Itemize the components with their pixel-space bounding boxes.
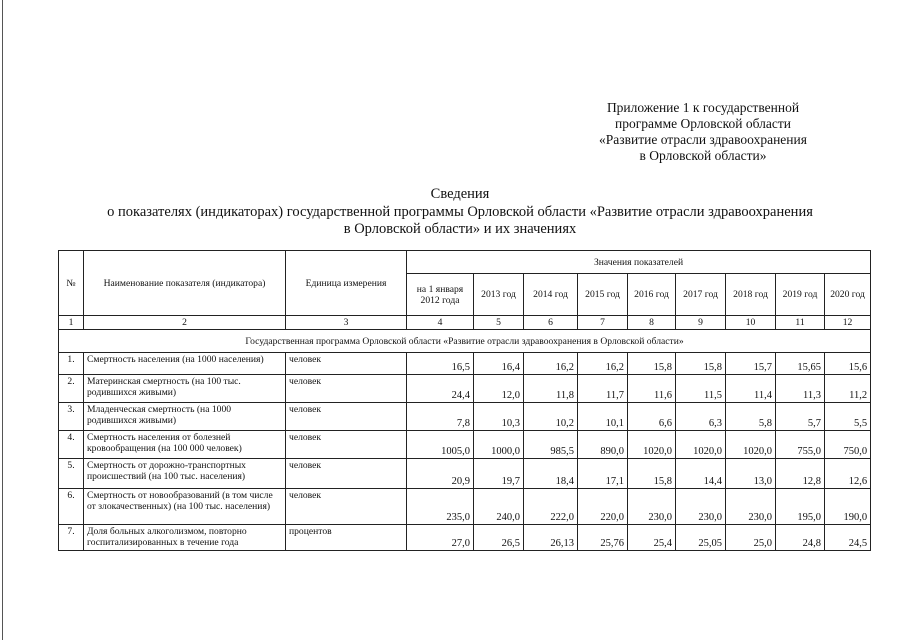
row-number: 7. xyxy=(59,525,84,551)
indicator-value: 750,0 xyxy=(825,431,871,459)
indicator-value: 230,0 xyxy=(676,489,726,525)
indicator-value: 11,5 xyxy=(676,375,726,403)
indicator-value: 10,1 xyxy=(578,403,628,431)
indicator-name: Материнская смертность (на 100 тыс. родившихся живыми) xyxy=(84,375,286,403)
column-number: 3 xyxy=(286,316,407,330)
document-subtitle: о показателях (индикаторах) государственной программы Орловской области «Развитие отрасли здравоохранения xyxy=(107,204,813,220)
indicator-value: 6,3 xyxy=(676,403,726,431)
row-number: 2. xyxy=(59,375,84,403)
indicator-value: 15,6 xyxy=(825,353,871,375)
table-row xyxy=(59,403,871,431)
appendix-line: в Орловской области» xyxy=(639,148,767,163)
indicator-value: 27,0 xyxy=(407,525,474,551)
indicator-name: Смертность населения (на 1000 населения) xyxy=(84,353,286,375)
program-title: Государственная программа Орловской области «Развитие отрасли здравоохранения в Орловской области» xyxy=(59,330,871,353)
header-year: 2016 год xyxy=(628,274,676,316)
indicator-value: 24,5 xyxy=(825,525,871,551)
column-number: 11 xyxy=(776,316,825,330)
column-number: 2 xyxy=(84,316,286,330)
document-title: Сведения xyxy=(430,186,490,202)
row-number: 6. xyxy=(59,489,84,525)
indicator-value: 12,6 xyxy=(825,459,871,489)
indicator-value: 26,5 xyxy=(474,525,524,551)
appendix-line: Приложение 1 к государственной xyxy=(606,100,800,115)
table-row xyxy=(59,353,871,375)
header-year: 2017 год xyxy=(676,274,726,316)
document-subtitle-cont: в Орловской области» и их значениях xyxy=(343,221,577,237)
column-number: 9 xyxy=(676,316,726,330)
indicator-value: 15,8 xyxy=(676,353,726,375)
column-number: 1 xyxy=(59,316,84,330)
indicator-value: 25,0 xyxy=(726,525,776,551)
indicator-value: 7,8 xyxy=(407,403,474,431)
appendix-note xyxy=(588,100,818,164)
page-edge-line xyxy=(2,0,3,640)
indicator-value: 5,8 xyxy=(726,403,776,431)
indicator-value: 230,0 xyxy=(628,489,676,525)
indicators-table xyxy=(58,250,871,551)
indicator-value: 235,0 xyxy=(407,489,474,525)
row-number: 3. xyxy=(59,403,84,431)
indicator-value: 15,65 xyxy=(776,353,825,375)
indicator-value: 19,7 xyxy=(474,459,524,489)
indicator-value: 222,0 xyxy=(524,489,578,525)
indicator-value: 24,8 xyxy=(776,525,825,551)
row-number: 1. xyxy=(59,353,84,375)
column-number: 8 xyxy=(628,316,676,330)
indicator-value: 17,1 xyxy=(578,459,628,489)
table-row xyxy=(59,375,871,403)
column-number: 7 xyxy=(578,316,628,330)
indicator-value: 13,0 xyxy=(726,459,776,489)
indicator-rows xyxy=(59,353,871,551)
table-row xyxy=(59,489,871,525)
indicator-value: 16,5 xyxy=(407,353,474,375)
indicator-value: 1020,0 xyxy=(676,431,726,459)
indicator-name: Доля больных алкоголизмом, повторно госпитализированных в течение года xyxy=(84,525,286,551)
indicator-value: 15,8 xyxy=(628,459,676,489)
indicator-value: 15,7 xyxy=(726,353,776,375)
row-number: 5. xyxy=(59,459,84,489)
appendix-line: «Развитие отрасли здравоохранения xyxy=(599,132,807,147)
column-number: 12 xyxy=(825,316,871,330)
header-year: 2020 год xyxy=(825,274,871,316)
indicator-value: 5,5 xyxy=(825,403,871,431)
indicator-unit: человек xyxy=(286,489,407,525)
indicator-value: 220,0 xyxy=(578,489,628,525)
header-number: № xyxy=(59,251,84,316)
header-year: на 1 января 2012 года xyxy=(407,274,474,316)
indicator-value: 14,4 xyxy=(676,459,726,489)
indicator-value: 25,76 xyxy=(578,525,628,551)
indicator-value: 890,0 xyxy=(578,431,628,459)
indicator-value: 10,2 xyxy=(524,403,578,431)
column-number: 4 xyxy=(407,316,474,330)
header-name: Наименование показателя (индикатора) xyxy=(84,251,286,316)
table-row xyxy=(59,431,871,459)
header-year: 2018 год xyxy=(726,274,776,316)
indicator-value: 16,2 xyxy=(524,353,578,375)
indicator-name: Смертность от новообразований (в том числе от злокачественных) (на 100 тыс. населения) xyxy=(84,489,286,525)
indicator-value: 1020,0 xyxy=(726,431,776,459)
header-year: 2015 год xyxy=(578,274,628,316)
indicator-value: 18,4 xyxy=(524,459,578,489)
indicator-value: 240,0 xyxy=(474,489,524,525)
table-row xyxy=(59,459,871,489)
indicator-value: 11,7 xyxy=(578,375,628,403)
indicator-value: 195,0 xyxy=(776,489,825,525)
indicator-unit: человек xyxy=(286,431,407,459)
indicator-unit: процентов xyxy=(286,525,407,551)
indicator-value: 12,0 xyxy=(474,375,524,403)
indicator-unit: человек xyxy=(286,403,407,431)
indicator-unit: человек xyxy=(286,353,407,375)
indicator-value: 24,4 xyxy=(407,375,474,403)
indicator-value: 25,05 xyxy=(676,525,726,551)
indicator-value: 190,0 xyxy=(825,489,871,525)
indicator-value: 1000,0 xyxy=(474,431,524,459)
appendix-line: программе Орловской области xyxy=(615,116,791,131)
header-year: 2019 год xyxy=(776,274,825,316)
indicator-value: 1020,0 xyxy=(628,431,676,459)
table-row xyxy=(59,525,871,551)
header-year: 2014 год xyxy=(524,274,578,316)
program-title-row xyxy=(59,330,871,353)
indicator-value: 6,6 xyxy=(628,403,676,431)
indicator-value: 755,0 xyxy=(776,431,825,459)
column-number: 10 xyxy=(726,316,776,330)
indicator-value: 11,3 xyxy=(776,375,825,403)
indicator-value: 15,8 xyxy=(628,353,676,375)
indicator-value: 985,5 xyxy=(524,431,578,459)
indicator-unit: человек xyxy=(286,375,407,403)
column-number: 6 xyxy=(524,316,578,330)
indicator-value: 11,4 xyxy=(726,375,776,403)
indicator-value: 25,4 xyxy=(628,525,676,551)
indicator-value: 16,2 xyxy=(578,353,628,375)
header-unit: Единица измерения xyxy=(286,251,407,316)
indicator-value: 16,4 xyxy=(474,353,524,375)
row-number: 4. xyxy=(59,431,84,459)
indicator-value: 11,6 xyxy=(628,375,676,403)
indicator-value: 11,8 xyxy=(524,375,578,403)
indicator-value: 12,8 xyxy=(776,459,825,489)
indicator-name: Смертность от дорожно-транспортных происшествий (на 100 тыс. населения) xyxy=(84,459,286,489)
indicator-unit: человек xyxy=(286,459,407,489)
indicator-value: 5,7 xyxy=(776,403,825,431)
indicator-value: 26,13 xyxy=(524,525,578,551)
indicator-value: 20,9 xyxy=(407,459,474,489)
column-number-row xyxy=(59,316,871,330)
indicator-value: 10,3 xyxy=(474,403,524,431)
header-values-group: Значения показателей xyxy=(407,251,871,274)
indicator-value: 1005,0 xyxy=(407,431,474,459)
indicator-name: Смертность населения от болезней кровообращения (на 100 000 человек) xyxy=(84,431,286,459)
column-number: 5 xyxy=(474,316,524,330)
header-year: 2013 год xyxy=(474,274,524,316)
indicator-name: Младенческая смертность (на 1000 родившихся живыми) xyxy=(84,403,286,431)
indicator-value: 230,0 xyxy=(726,489,776,525)
header-row-group xyxy=(59,251,871,274)
indicator-value: 11,2 xyxy=(825,375,871,403)
